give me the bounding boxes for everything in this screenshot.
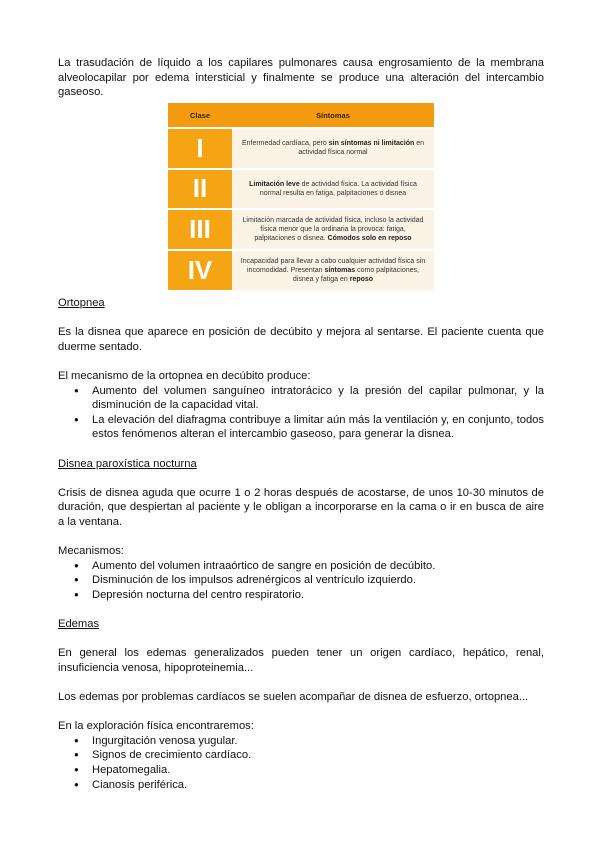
class-cell: IV <box>168 250 232 290</box>
section-heading-edemas: Edemas <box>58 618 100 631</box>
list-item: ● Disminución de los impulsos adrenérgicos al ventrículo izquierdo. <box>58 573 544 588</box>
edemas-list <box>58 734 544 792</box>
symptoms-cell: Limitación leve de actividad física. La actividad física normal resulta en fatiga, palpitaciones o disnea <box>232 169 434 209</box>
edemas-p3: En la exploración física encontraremos: <box>58 720 254 733</box>
section-heading-ortopnea: Ortopnea <box>58 297 105 309</box>
symptoms-cell: Enfermedad cardíaca, pero sin síntomas ni limitación en actividad física normal <box>232 128 434 168</box>
ortopnea-definition: Es la disnea que aparece en posición de decúbito y mejora al sentarse. El paciente cuenta que duerme sentado. <box>58 326 544 353</box>
table-row <box>168 250 434 290</box>
ortopnea-mechanism-intro: El mecanismo de la ortopnea en decúbito produce: <box>58 369 311 382</box>
list-item: ● Hepatomegalia. <box>58 763 544 778</box>
list-item: ● Signos de crecimiento cardíaco. <box>58 748 544 763</box>
list-item: ● La elevación del diafragma contribuye a limitar aún más la ventilación y, en conjunto, todos estos fenómenos alteran el intercambio gaseoso, para generar la disnea. <box>58 413 544 442</box>
edemas-p1: En general los edemas generalizados pueden tener un origen cardíaco, hepático, renal, insuficiencia venosa, hipoproteinemia... <box>58 647 544 674</box>
dpn-mechanisms-intro: Mecanismos: <box>58 545 124 558</box>
table-row <box>168 128 434 168</box>
table-row <box>168 169 434 209</box>
table-row <box>168 209 434 249</box>
intro-paragraph: La trasudación de líquido a los capilares pulmonares causa engrosamiento de la membrana alveolocapilar por edema intersticial y finalmente se produce una alteración del intercambio gaseoso. <box>58 57 544 99</box>
list-item: ● Depresión nocturna del centro respiratorio. <box>58 588 544 603</box>
header-symptoms: Síntomas <box>232 103 434 128</box>
dpn-list <box>58 559 544 603</box>
dpn-definition: Crisis de disnea aguda que ocurre 1 o 2 horas después de acostarse, de unos 10-30 minutos de duración, que despiertan al paciente y le obligan a incorporarse en la cama o ir en busca de aire a la ventana. <box>58 486 544 528</box>
list-item: ● Aumento del volumen intraaórtico de sangre en posición de decúbito. <box>58 559 544 574</box>
class-cell: II <box>168 169 232 209</box>
list-item: ● Ingurgitación venosa yugular. <box>58 734 544 749</box>
document-body <box>58 56 544 100</box>
list-item: ● Cianosis periférica. <box>58 778 544 793</box>
document-body-lower <box>58 296 544 792</box>
table-header-row <box>168 103 434 128</box>
list-item: ● Aumento del volumen sanguíneo intratorácico y la presión del capilar pulmonar, y la disminución de la capacidad vital. <box>58 384 544 413</box>
edemas-p2: Los edemas por problemas cardíacos se suelen acompañar de disnea de esfuerzo, ortopnea... <box>58 691 529 704</box>
symptoms-cell: Limitación marcada de actividad física, incluso la actividad física menor que la ordinaria la provoca: fatiga, palpitaciones o disnea. Cómodos solo en reposo <box>232 209 434 249</box>
class-cell: III <box>168 209 232 249</box>
class-cell: I <box>168 128 232 168</box>
header-class: Clase <box>168 103 232 128</box>
ortopnea-list <box>58 384 544 442</box>
nyha-table <box>168 103 434 290</box>
symptoms-cell: Incapacidad para llevar a cabo cualquier actividad física sin incomodidad. Presentan síntomas como palpitaciones, disnea y fatiga en reposo <box>232 250 434 290</box>
section-heading-dpn: Disnea paroxística nocturna <box>58 457 197 470</box>
